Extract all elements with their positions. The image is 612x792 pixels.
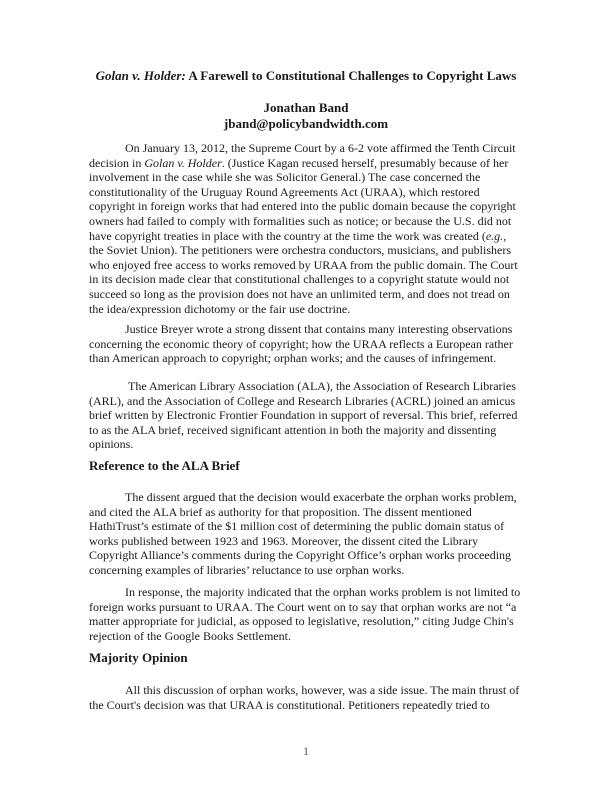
paragraph-line: The American Library Association (ALA), the Association of Research Libraries xyxy=(128,379,516,393)
section-heading-majority-opinion: Majority Opinion xyxy=(89,650,188,665)
paragraph-line: In response, the majority indicated that the orphan works problem is not limited to xyxy=(125,585,521,599)
paragraph-line: matter appropriate for judicial, as opposed to legislative, resolution,” citing Judge Chin's xyxy=(89,614,514,629)
paragraph-line: The dissent argued that the decision would exacerbate the orphan works problem, xyxy=(125,490,517,504)
paragraph-line: Copyright Alliance’s comments during the Copyright Office’s orphan works proceeding xyxy=(89,548,512,563)
paragraph-line: foreign works pursuant to URAA. The Court went on to say that orphan works are not “a xyxy=(89,599,517,614)
paragraph-line: involvement in the case while she was Solicitor General.) The case concerned the xyxy=(89,170,481,185)
paragraph-line: All this discussion of orphan works, however, was a side issue. The main thrust of xyxy=(125,683,520,697)
paragraph-line: the Soviet Union). The petitioners were orchestra conductors, musicians, and publishers xyxy=(89,243,512,258)
paragraph-line: who enjoyed free access to works removed by URAA from the public domain. The Court xyxy=(89,257,518,272)
paragraph-line: owners had failed to comply with formalities such as notice; or because the U.S. did not xyxy=(89,213,512,228)
author-name: Jonathan Band xyxy=(263,100,349,115)
paragraph-line: On January 13, 2012, the Supreme Court by a 6-2 vote affirmed the Tenth Circuit xyxy=(125,141,516,155)
paragraph-line: in its decision made clear that constitutional challenges to a copyright statute would not xyxy=(89,272,510,287)
paragraph-intro xyxy=(89,141,529,316)
paragraph-line: the idea/expression dichotomy or the fair use doctrine. xyxy=(89,301,351,316)
italic-term: e.g. xyxy=(485,228,504,243)
paragraph-line: to as the ALA brief, received significant attention in both the majority and dissenting xyxy=(89,422,497,437)
paragraph-line: HathiTrust’s estimate of the $1 million cost of determining the public domain status of xyxy=(89,519,505,534)
paragraph-line: (ARL), and the Association of College and Research Libraries (ACRL) joined an amicus xyxy=(89,393,516,408)
paragraph-line: rejection of the Google Books Settlement. xyxy=(89,628,291,643)
paragraph-dissent xyxy=(89,322,529,366)
paragraph-line: succeed so long as the provision does not have an unlimited term, and does not tread on xyxy=(89,286,510,301)
paragraph-line: copyright in foreign works that had entered into the public domain because the copyright xyxy=(89,199,516,214)
paragraph-line: Justice Breyer wrote a strong dissent that contains many interesting observations xyxy=(125,322,513,336)
paragraph-line: than American approach to copyright; orphan works; and the causes of infringement. xyxy=(89,351,497,366)
paragraph-line: works published between 1923 and 1963. Moreover, the dissent cited the Library xyxy=(89,533,479,548)
paragraph-line: decision in Golan v. Holder. (Justice Kagan recused herself, presumably because of her xyxy=(89,155,509,170)
title-case-name: Golan v. Holder: xyxy=(95,68,186,83)
paragraph-line: concerning examples of libraries’ reluctance to use orphan works. xyxy=(89,562,405,577)
paragraph-line: and cited the ALA brief as authority for that proposition. The dissent mentioned xyxy=(89,504,472,519)
paragraph-main-thrust xyxy=(89,683,529,712)
paragraph-line: opinions. xyxy=(89,437,134,452)
page-number: 1 xyxy=(303,744,309,758)
paragraph-line: concerning the economic theory of copyright; how the URAA reflects a European rather xyxy=(89,336,513,351)
paragraph-amicus xyxy=(89,379,529,452)
paragraph-line: the Court's decision was that URAA is constitutional. Petitioners repeatedly tried to xyxy=(89,697,490,712)
author-email: jband@policybandwidth.com xyxy=(223,116,389,131)
document-title xyxy=(60,68,552,84)
title-subtitle: A Farewell to Constitutional Challenges to Copyright Laws xyxy=(185,68,517,83)
paragraph-line: brief written by Electronic Frontier Foundation in support of reversal. This brief, referred xyxy=(89,408,518,423)
italic-term: Golan v. Holder xyxy=(144,155,222,170)
paragraph-line: have copyright treaties in place with the country at the time the work was created (e.g., xyxy=(89,228,507,243)
section-heading-ala-brief: Reference to the ALA Brief xyxy=(89,458,240,473)
paragraph-line: constitutionality of the Uruguay Round Agreements Act (URAA), which restored xyxy=(89,184,480,199)
paragraph-orphan-works xyxy=(89,490,529,578)
paragraph-majority-response xyxy=(89,585,529,643)
author-block xyxy=(60,100,552,132)
